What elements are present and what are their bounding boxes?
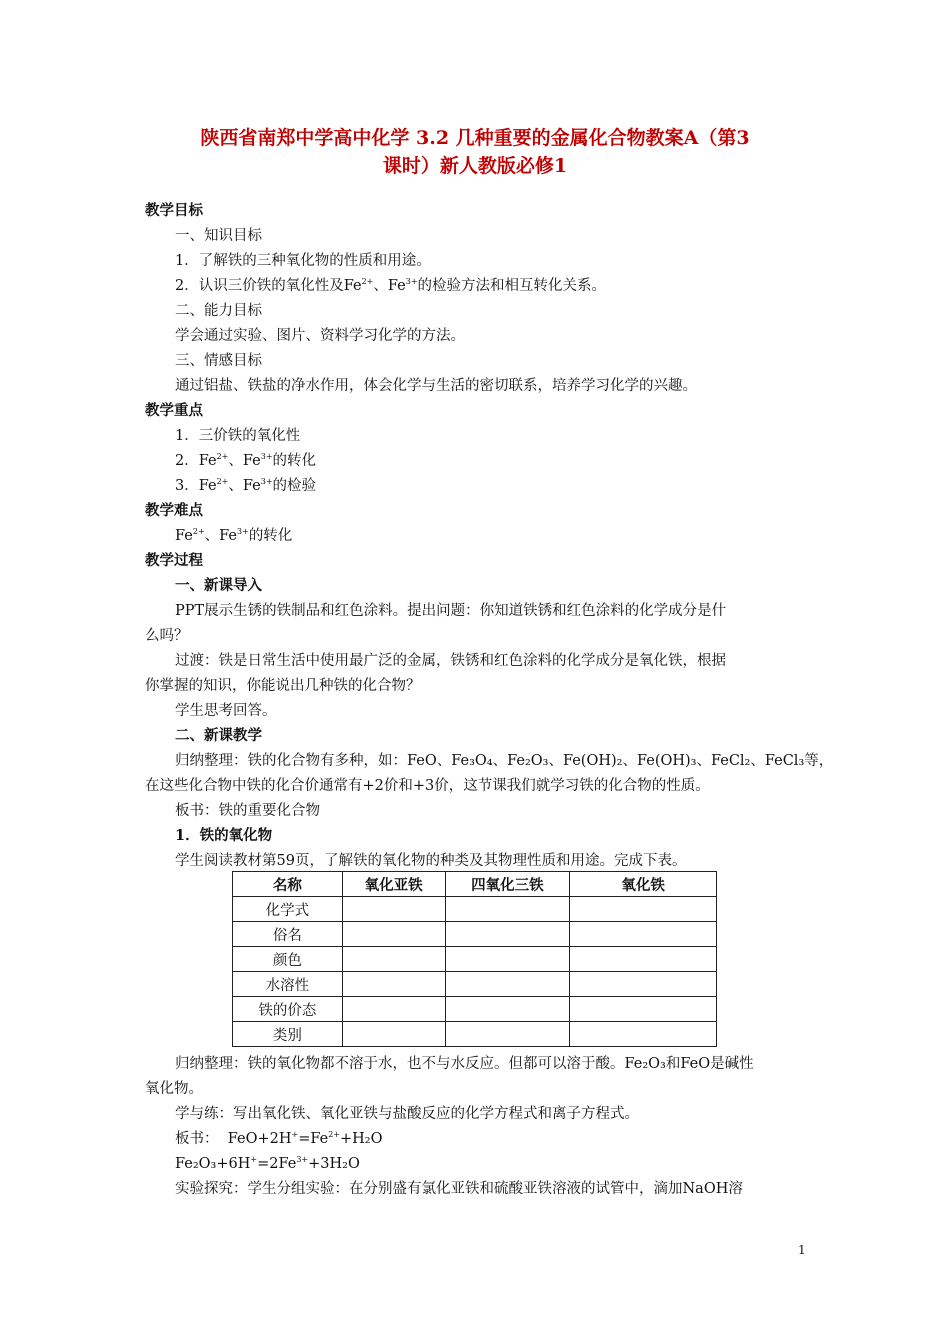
table-cell	[445, 972, 570, 997]
key-point-3: 3．$Fe^{2+}$、$Fe^{3+}$的检验	[175, 477, 317, 494]
table-cell	[445, 997, 570, 1022]
table-cell	[570, 897, 717, 922]
ability-objective-heading: 二、能力目标	[175, 303, 262, 319]
summary-3-line-1: 归纳整理：铁的氧化物都不溶于水，也不与水反应。但都可以溶于酸。Fe₂O₃和FeO是碱性	[175, 1056, 754, 1072]
section-heading-key-points: 教学重点	[145, 402, 203, 419]
intro-paragraph-line-2: 么吗？	[145, 628, 189, 644]
table-cell	[445, 1022, 570, 1047]
title-line-2: 课时）新人教版必修1	[382, 155, 568, 177]
intro-heading: 一、新课导入	[175, 577, 262, 594]
summary-3-line-2: 氧化物。	[145, 1081, 203, 1097]
key-point-2: 2．$Fe^{2+}$、$Fe^{3+}$的转化	[175, 452, 317, 469]
table-cell	[570, 1022, 717, 1047]
section-heading-difficulties: 教学难点	[145, 502, 203, 519]
oxide-heading: 1．铁的氧化物	[175, 827, 273, 844]
table-cell	[342, 897, 445, 922]
row-label: 化学式	[233, 897, 343, 922]
table-cell	[342, 922, 445, 947]
board-equation-2: $Fe_2O_3+6H^+=2Fe^{3+}+3H_2O$	[175, 1155, 360, 1172]
row-label: 俗名	[233, 922, 343, 947]
table-header-cell: 氧化亚铁	[342, 872, 445, 897]
title-line-1: 陕西省南郑中学高中化学 3.2 几种重要的金属化合物教案A（第3	[200, 127, 750, 149]
table-cell	[570, 997, 717, 1022]
section-heading-process: 教学过程	[145, 552, 203, 569]
board-note-1: 板书：铁的重要化合物	[175, 803, 320, 819]
table-header-cell: 名称	[233, 872, 343, 897]
reading-task: 学生阅读教材第59页，了解铁的氧化物的种类及其物理性质和用途。完成下表。	[175, 853, 687, 869]
practice-task: 学与练：写出氧化铁、氧化亚铁与盐酸反应的化学方程式和离子方程式。	[175, 1106, 639, 1122]
table-cell	[445, 922, 570, 947]
table-cell	[570, 947, 717, 972]
table-row	[233, 972, 717, 997]
table-cell	[570, 972, 717, 997]
table-row	[233, 947, 717, 972]
row-label: 类别	[233, 1022, 343, 1047]
table-row	[233, 897, 717, 922]
row-label: 颜色	[233, 947, 343, 972]
knowledge-objective-2: 2．认识三价铁的氧化性及$Fe^{2+}$、$Fe^{3+}$的检验方法和相互转化关系。	[175, 277, 607, 294]
emotion-objective-text: 通过铝盐、铁盐的净水作用，体会化学与生活的密切联系，培养学习化学的兴趣。	[175, 378, 697, 394]
document-title	[130, 124, 820, 180]
iron-oxide-table	[232, 871, 717, 1047]
experiment-text: 实验探究：学生分组实验：在分别盛有氯化亚铁和硫酸亚铁溶液的试管中，滴加NaOH溶	[175, 1181, 743, 1197]
table-header-cell: 氧化铁	[570, 872, 717, 897]
student-answer: 学生思考回答。	[175, 703, 277, 719]
table-row	[233, 1022, 717, 1047]
row-label: 水溶性	[233, 972, 343, 997]
table-cell	[342, 947, 445, 972]
teaching-heading: 二、新课教学	[175, 727, 262, 744]
ability-objective-text: 学会通过实验、图片、资料学习化学的方法。	[175, 328, 465, 344]
table-header-row	[233, 872, 717, 897]
transition-line-2: 你掌握的知识，你能说出几种铁的化合物？	[145, 678, 421, 694]
table-cell	[445, 897, 570, 922]
key-point-1: 1．三价铁的氧化性	[175, 428, 301, 444]
difficulty-text: $Fe^{2+}$、$Fe^{3+}$的转化	[175, 527, 293, 544]
table-row	[233, 997, 717, 1022]
table-cell	[342, 1022, 445, 1047]
table-header-cell: 四氧化三铁	[445, 872, 570, 897]
table-cell	[342, 997, 445, 1022]
row-label: 铁的价态	[233, 997, 343, 1022]
board-equation-1: 板书： $FeO+2H^+=Fe^{2+}+H_2O$	[175, 1130, 383, 1147]
summary-line-2: 在这些化合物中铁的化合价通常有+2价和+3价，这节课我们就学习铁的化合物的性质。	[145, 778, 710, 794]
knowledge-objective-1: 1．了解铁的三种氧化物的性质和用途。	[175, 253, 431, 269]
page-number: 1	[798, 1243, 806, 1257]
summary-line-1: 归纳整理：铁的化合物有多种，如：FeO、Fe₃O₄、Fe₂O₃、Fe(OH)₂、Fe(OH)₃、FeCl₂、FeCl₃等，	[175, 753, 834, 769]
intro-paragraph-line-1: PPT展示生锈的铁制品和红色涂料。提出问题：你知道铁锈和红色涂料的化学成分是什	[175, 603, 727, 619]
emotion-objective-heading: 三、情感目标	[175, 353, 262, 369]
table-cell	[445, 947, 570, 972]
table-cell	[570, 922, 717, 947]
table-cell	[342, 972, 445, 997]
table-row	[233, 922, 717, 947]
knowledge-objective-heading: 一、知识目标	[175, 228, 262, 244]
transition-line-1: 过渡：铁是日常生活中使用最广泛的金属，铁锈和红色涂料的化学成分是氧化铁，根据	[175, 653, 726, 669]
section-heading-objectives: 教学目标	[145, 202, 203, 219]
